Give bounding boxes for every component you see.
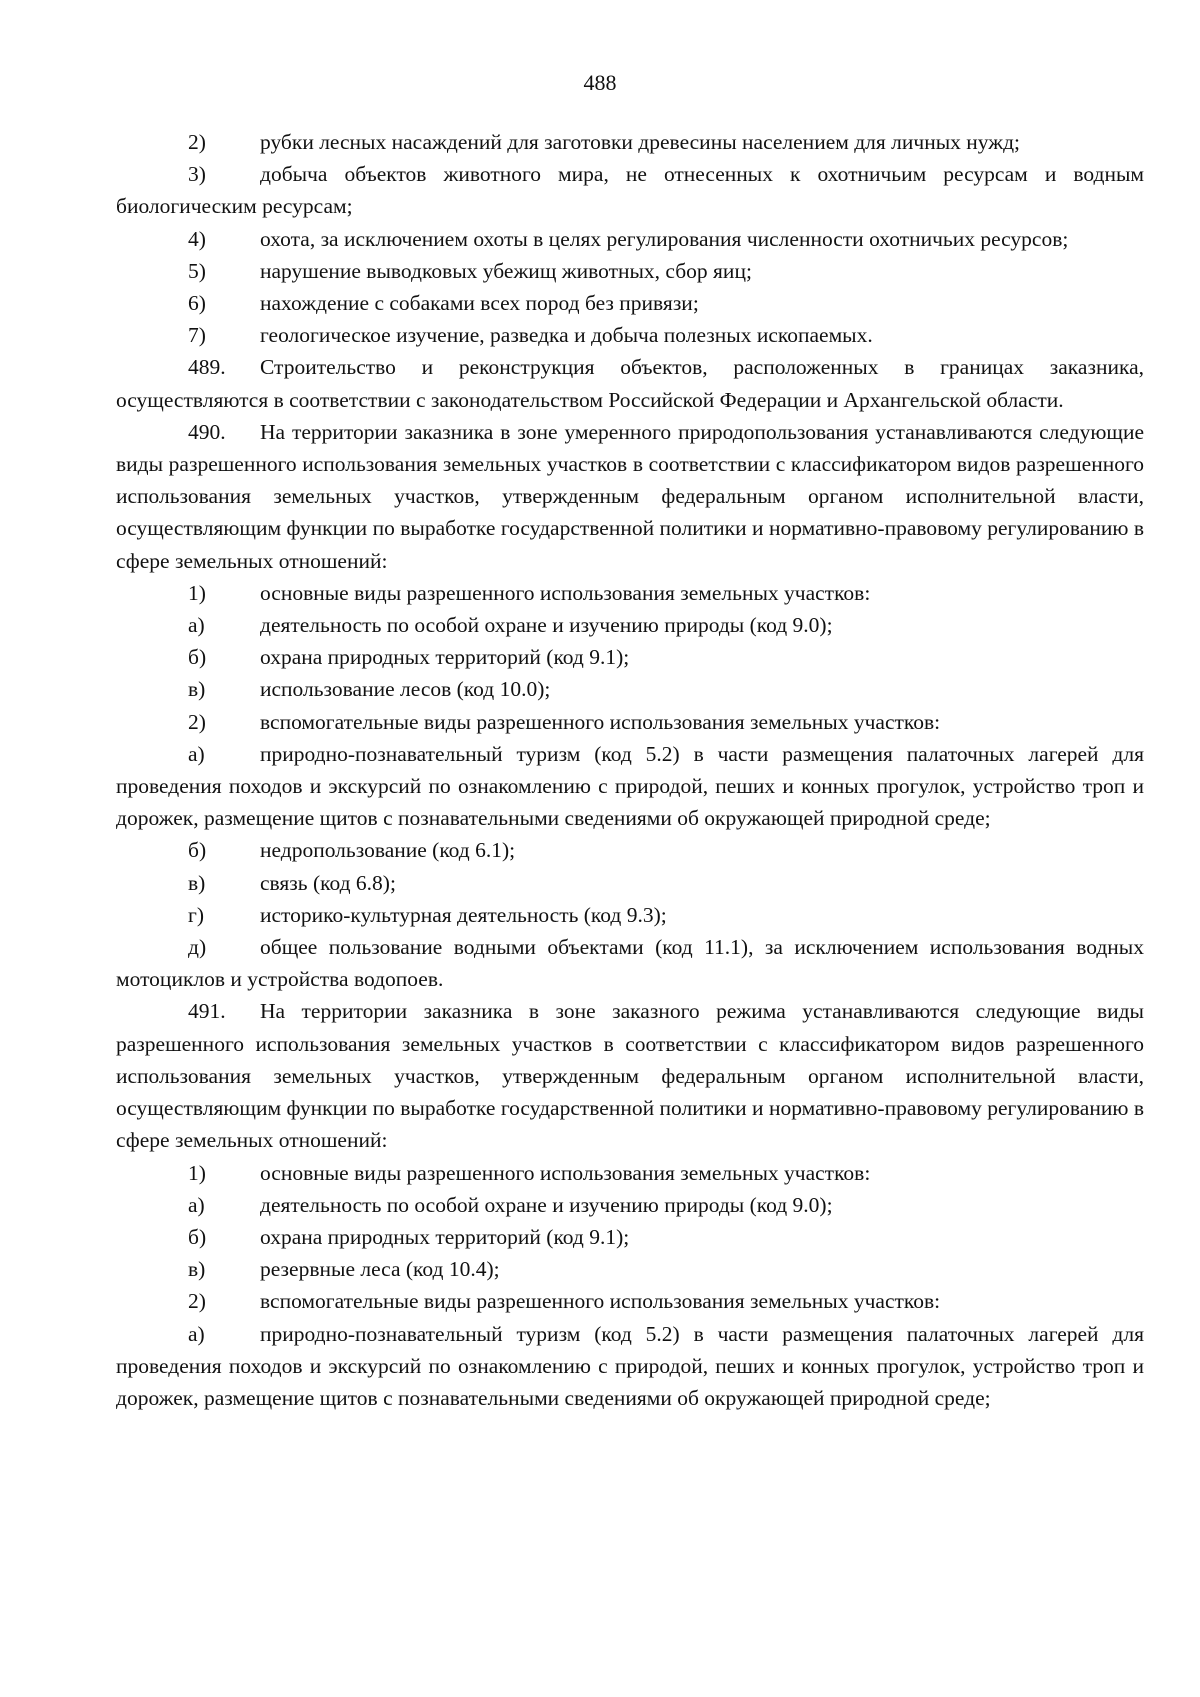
paragraph-text: природно-познавательный туризм (код 5.2) в части размещения палаточных лагерей для проведения походов и экскурсий по ознакомлению с природой, пеших и конных прогулок, устройство троп и дорожек, размещение щитов с познавательными сведениями об окружающей природной среде;: [116, 741, 1144, 831]
paragraph-marker: 5): [188, 258, 206, 283]
paragraph-text: геологическое изучение, разведка и добыча полезных ископаемых.: [260, 323, 873, 348]
paragraph-marker: 489.: [188, 355, 226, 380]
document-body: [116, 126, 1144, 1414]
paragraph-marker: а): [188, 741, 205, 766]
paragraph: [116, 673, 1144, 705]
paragraph-text: основные виды разрешенного использования земельных участков:: [260, 1160, 871, 1185]
paragraph: [116, 158, 1144, 222]
paragraph-text: деятельность по особой охране и изучению природы (код 9.0);: [260, 613, 833, 638]
paragraph: [116, 223, 1144, 255]
paragraph: [116, 255, 1144, 287]
paragraph-text: основные виды разрешенного использования земельных участков:: [260, 580, 871, 605]
paragraph-text: Строительство и реконструкция объектов, расположенных в границах заказника, осуществляются в соответствии с законодательством Российской Федерации и Архангельской области.: [116, 355, 1144, 412]
paragraph-text: связь (код 6.8);: [260, 870, 396, 895]
paragraph: [116, 1189, 1144, 1221]
paragraph-text: На территории заказника в зоне умеренного природопользования устанавливаются следующие виды разрешенного использования земельных участков в соответствии с классификатором видов разрешенного использования земельных участков, утвержденным федеральным органом исполнительной власти, осуществляющим функции по выработке государственной политики и нормативно-правовому регулированию в сфере земельных отношений:: [116, 419, 1144, 573]
paragraph-marker: 2): [188, 1289, 206, 1314]
paragraph: [116, 899, 1144, 931]
paragraph-text: резервные леса (код 10.4);: [260, 1257, 500, 1282]
paragraph-marker: 1): [188, 1160, 206, 1185]
paragraph-text: деятельность по особой охране и изучению природы (код 9.0);: [260, 1192, 833, 1217]
paragraph-marker: в): [188, 870, 206, 895]
paragraph-text: вспомогательные виды разрешенного использования земельных участков:: [260, 709, 941, 734]
paragraph: [116, 1285, 1144, 1317]
paragraph-marker: 2): [188, 709, 206, 734]
paragraph: [116, 577, 1144, 609]
paragraph-text: общее пользование водными объектами (код 11.1), за исключением использования водных мотоциклов и устройства водопоев.: [116, 935, 1144, 992]
paragraph-marker: в): [188, 677, 206, 702]
paragraph-marker: 1): [188, 580, 206, 605]
paragraph-marker: 3): [188, 162, 206, 187]
paragraph-text: охрана природных территорий (код 9.1);: [260, 645, 630, 670]
paragraph-text: историко-культурная деятельность (код 9.3);: [260, 902, 667, 927]
paragraph-text: охрана природных территорий (код 9.1);: [260, 1224, 630, 1249]
paragraph: [116, 995, 1144, 1156]
paragraph-text: природно-познавательный туризм (код 5.2) в части размещения палаточных лагерей для проведения походов и экскурсий по ознакомлению с природой, пеших и конных прогулок, устройство троп и дорожек, размещение щитов с познавательными сведениями об окружающей природной среде;: [116, 1321, 1144, 1410]
paragraph-marker: д): [188, 935, 207, 960]
paragraph-marker: 491.: [188, 999, 226, 1024]
paragraph-marker: в): [188, 1257, 206, 1282]
paragraph: [116, 1221, 1144, 1253]
paragraph: [116, 126, 1144, 158]
paragraph-marker: 4): [188, 226, 206, 251]
paragraph: [116, 738, 1144, 835]
paragraph: [116, 641, 1144, 673]
paragraph-text: недропользование (код 6.1);: [260, 838, 516, 863]
paragraph: [116, 287, 1144, 319]
paragraph: [116, 319, 1144, 351]
paragraph: [116, 834, 1144, 866]
paragraph-text: рубки лесных насаждений для заготовки древесины населением для личных нужд;: [260, 130, 1021, 154]
page-number: 488: [583, 70, 617, 95]
paragraph-text: На территории заказника в зоне заказного режима устанавливаются следующие виды разрешенного использования земельных участков в соответствии с классификатором видов разрешенного использования земельных участков, утвержденным федеральным органом исполнительной власти, осуществляющим функции по выработке государственной политики и нормативно-правовому регулированию в сфере земельных отношений:: [116, 999, 1144, 1153]
paragraph-marker: 490.: [188, 419, 226, 444]
paragraph-marker: г): [188, 902, 204, 927]
paragraph: [116, 1318, 1144, 1415]
paragraph-marker: а): [188, 1192, 205, 1217]
paragraph-text: вспомогательные виды разрешенного использования земельных участков:: [260, 1289, 941, 1314]
paragraph-marker: а): [188, 1321, 205, 1346]
paragraph-marker: б): [188, 645, 207, 670]
paragraph: [116, 609, 1144, 641]
paragraph-text: использование лесов (код 10.0);: [260, 677, 551, 702]
paragraph-marker: 2): [188, 130, 206, 154]
paragraph: [116, 1253, 1144, 1285]
paragraph-marker: б): [188, 1224, 207, 1249]
paragraph: [116, 416, 1144, 577]
paragraph-marker: б): [188, 838, 207, 863]
paragraph-text: нарушение выводковых убежищ животных, сбор яиц;: [260, 258, 752, 283]
paragraph-marker: а): [188, 613, 205, 638]
paragraph-text: добыча объектов животного мира, не отнесенных к охотничьим ресурсам и водным биологическим ресурсам;: [116, 162, 1144, 219]
paragraph-text: нахождение с собаками всех пород без привязи;: [260, 291, 699, 316]
paragraph: [116, 1157, 1144, 1189]
paragraph-marker: 7): [188, 323, 206, 348]
paragraph-marker: 6): [188, 291, 206, 316]
paragraph: [116, 867, 1144, 899]
paragraph: [116, 351, 1144, 415]
paragraph: [116, 706, 1144, 738]
paragraph-text: охота, за исключением охоты в целях регулирования численности охотничьих ресурсов;: [260, 226, 1069, 251]
paragraph: [116, 931, 1144, 995]
